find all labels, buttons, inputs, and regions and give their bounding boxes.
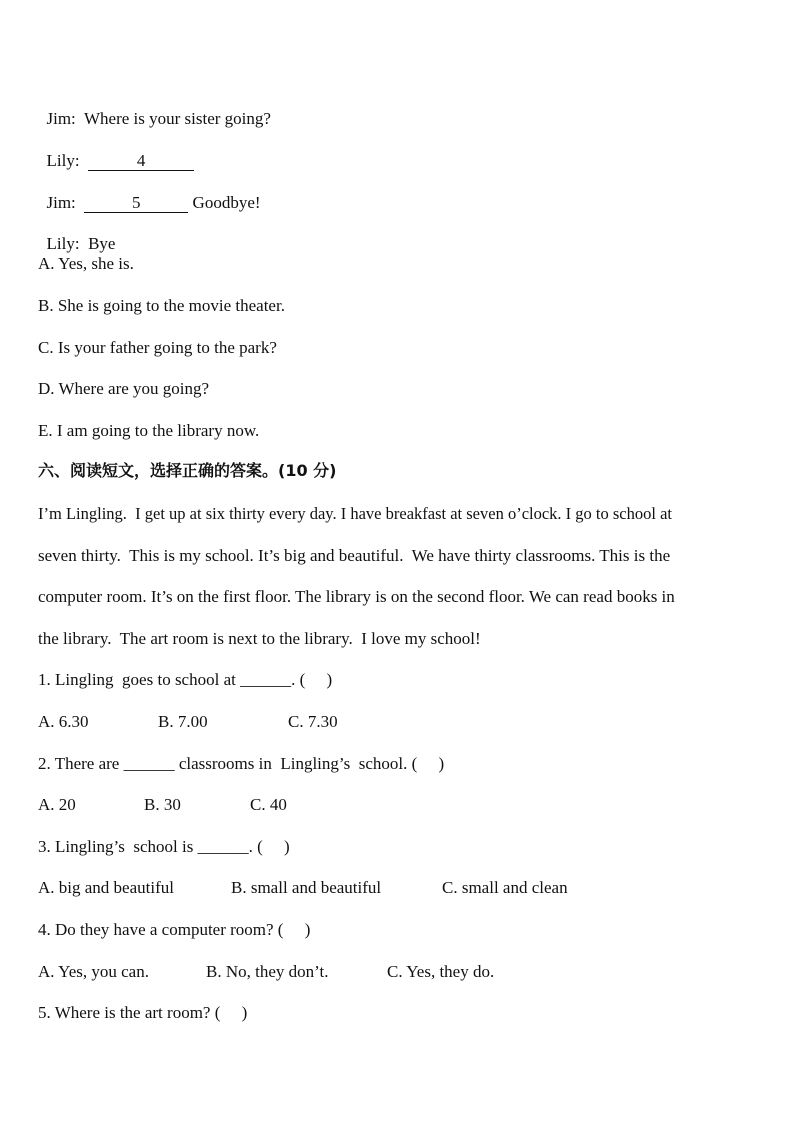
question-4: 4. Do they have a computer room? ( )	[38, 920, 311, 939]
speaker-lily: Lily:	[46, 234, 80, 253]
q3-option-a[interactable]: A. big and beautiful	[38, 878, 174, 897]
question-3: 3. Lingling’s school is ______. ( )	[38, 837, 290, 856]
section-heading: 六、阅读短文，选择正确的答案。(10 分)	[38, 461, 337, 480]
question-2: 2. There are ______ classrooms in Lingling’s school. ( )	[38, 754, 445, 773]
dialogue-line-2	[38, 128, 194, 172]
q2-option-b[interactable]: B. 30	[144, 795, 181, 814]
dialogue-text: Where is your sister going?	[84, 109, 271, 128]
answer-blank-5[interactable]: 5	[84, 194, 188, 213]
passage-line-3: computer room. It’s on the first floor. The library is on the second floor. We can read books in	[38, 587, 675, 606]
passage-line-4: the library. The art room is next to the library. I love my school!	[38, 629, 481, 648]
question-1: 1. Lingling goes to school at ______. ( )	[38, 670, 333, 689]
q4-option-c[interactable]: C. Yes, they do.	[387, 962, 495, 981]
choice-a: A. Yes, she is.	[38, 254, 134, 273]
q2-option-c[interactable]: C. 40	[250, 795, 287, 814]
speaker-jim: Jim:	[46, 193, 76, 212]
dialogue-line-1	[38, 86, 271, 130]
q1-option-c[interactable]: C. 7.30	[288, 712, 338, 731]
dialogue-text: Goodbye!	[192, 193, 261, 212]
q4-option-a[interactable]: A. Yes, you can.	[38, 962, 149, 981]
question-5: 5. Where is the art room? ( )	[38, 1003, 248, 1022]
dialogue-line-4	[38, 211, 115, 255]
q3-option-b[interactable]: B. small and beautiful	[231, 878, 382, 897]
choice-b: B. She is going to the movie theater.	[38, 296, 285, 315]
choice-d: D. Where are you going?	[38, 379, 210, 398]
choice-e: E. I am going to the library now.	[38, 421, 260, 440]
q3-option-c[interactable]: C. small and clean	[442, 878, 568, 897]
choice-c: C. Is your father going to the park?	[38, 338, 277, 357]
q4-option-b[interactable]: B. No, they don’t.	[206, 962, 329, 981]
dialogue-line-3	[38, 170, 261, 214]
q2-option-a[interactable]: A. 20	[38, 795, 76, 814]
passage-line-2: seven thirty. This is my school. It’s big and beautiful. We have thirty classrooms. This is the	[38, 546, 671, 565]
speaker-lily: Lily:	[46, 151, 80, 170]
passage-line-1: I’m Lingling. I get up at six thirty every day. I have breakfast at seven o’clock. I go to school at	[38, 504, 672, 523]
speaker-jim: Jim:	[46, 109, 76, 128]
q1-option-a[interactable]: A. 6.30	[38, 712, 89, 731]
q1-option-b[interactable]: B. 7.00	[158, 712, 208, 731]
dialogue-text: Bye	[88, 234, 116, 253]
answer-blank-4[interactable]: 4	[88, 152, 194, 171]
